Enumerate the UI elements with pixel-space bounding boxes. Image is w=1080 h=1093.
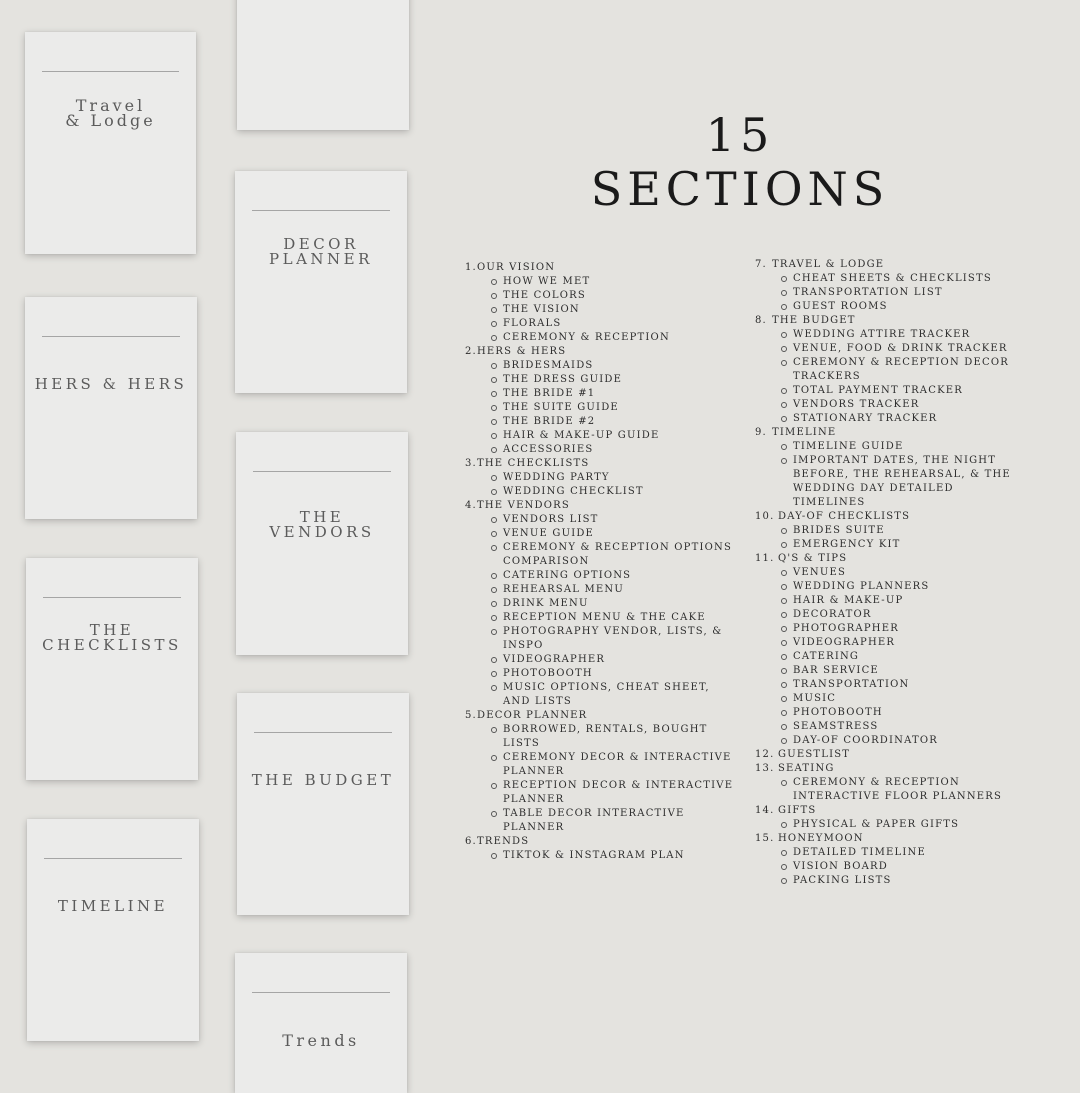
circle-bullet-icon <box>781 528 787 534</box>
card-rule <box>42 336 180 337</box>
subsection-item <box>465 611 737 625</box>
card-label: Travel & Lodge <box>65 96 156 130</box>
subsection-text: CEREMONY & RECEPTION DECOR TRACKERS <box>793 357 1009 382</box>
section-name: OUR VISION <box>477 262 556 273</box>
circle-bullet-icon <box>491 293 497 299</box>
subsection-text: PHOTOBOOTH <box>793 707 883 718</box>
subsection-item <box>465 807 737 835</box>
subsection-list <box>755 818 1030 832</box>
section-name: DAY-OF CHECKLISTS <box>778 511 911 522</box>
subsection-item <box>755 286 1030 300</box>
circle-bullet-icon <box>491 615 497 621</box>
circle-bullet-icon <box>781 598 787 604</box>
subsection-text: HAIR & MAKE-UP GUIDE <box>503 430 660 441</box>
subsection-text: PHOTOBOOTH <box>503 668 593 679</box>
card-timeline <box>27 819 199 1041</box>
subsection-text: VENUES <box>793 567 847 578</box>
subsection-item <box>755 580 1030 594</box>
subsection-item <box>755 594 1030 608</box>
section-title <box>465 709 737 723</box>
subsection-text: TOTAL PAYMENT TRACKER <box>793 385 963 396</box>
subsection-item <box>465 541 737 569</box>
circle-bullet-icon <box>781 458 787 464</box>
section-number: 8. <box>755 315 767 326</box>
section-title <box>465 457 737 471</box>
subsection-item <box>465 723 737 751</box>
card-travel-lodge <box>25 32 196 254</box>
subsection-item <box>755 566 1030 580</box>
subsection-text: WEDDING PLANNERS <box>793 581 930 592</box>
subsection-item <box>465 387 737 401</box>
subsection-item <box>465 625 737 653</box>
subsection-text: THE COLORS <box>503 290 586 301</box>
subsection-item <box>465 303 737 317</box>
subsection-text: ACCESSORIES <box>503 444 594 455</box>
section-title <box>465 261 737 275</box>
card-travel-lodge-top <box>237 0 409 130</box>
subsection-item <box>755 440 1030 454</box>
circle-bullet-icon <box>491 419 497 425</box>
section-name: TRAVEL & LODGE <box>772 259 885 270</box>
circle-bullet-icon <box>781 738 787 744</box>
subsection-item <box>755 272 1030 286</box>
card-label: TIMELINE <box>57 897 169 915</box>
card-label: HERS & HERS <box>34 375 188 393</box>
circle-bullet-icon <box>781 360 787 366</box>
toc-section <box>465 709 737 835</box>
subsection-item <box>465 275 737 289</box>
toc-column-right <box>755 258 1030 888</box>
section-title <box>465 835 737 849</box>
circle-bullet-icon <box>491 545 497 551</box>
subsection-text: CATERING OPTIONS <box>503 570 632 581</box>
subsection-item <box>755 860 1030 874</box>
section-number: 4. <box>465 500 477 511</box>
section-name: TRENDS <box>477 836 530 847</box>
circle-bullet-icon <box>781 444 787 450</box>
subsection-item <box>755 622 1030 636</box>
section-number: 2. <box>465 346 477 357</box>
subsection-text: PHOTOGRAPHY VENDOR, LISTS, & INSPO <box>503 626 723 651</box>
subsection-list <box>755 776 1030 804</box>
circle-bullet-icon <box>491 517 497 523</box>
circle-bullet-icon <box>781 626 787 632</box>
toc-section <box>755 552 1030 748</box>
card-label: THE BUDGET <box>251 771 395 789</box>
circle-bullet-icon <box>781 780 787 786</box>
circle-bullet-icon <box>491 755 497 761</box>
section-name: GUESTLIST <box>778 749 851 760</box>
subsection-item <box>755 776 1030 804</box>
subsection-item <box>755 678 1030 692</box>
card-label: THE CHECKLISTS <box>42 621 182 654</box>
circle-bullet-icon <box>781 584 787 590</box>
subsection-text: CEREMONY DECOR & INTERACTIVE PLANNER <box>503 752 732 777</box>
subsection-text: TABLE DECOR INTERACTIVE PLANNER <box>503 808 685 833</box>
circle-bullet-icon <box>491 657 497 663</box>
subsection-item <box>465 583 737 597</box>
section-number: 12. <box>755 749 775 760</box>
subsection-item <box>465 289 737 303</box>
circle-bullet-icon <box>781 724 787 730</box>
section-name: DECOR PLANNER <box>477 710 588 721</box>
subsection-text: DECORATOR <box>793 609 872 620</box>
circle-bullet-icon <box>491 629 497 635</box>
section-title <box>465 345 737 359</box>
subsection-text: MUSIC OPTIONS, CHEAT SHEET, AND LISTS <box>503 682 710 707</box>
subsection-text: THE SUITE GUIDE <box>503 402 619 413</box>
subsection-item <box>465 751 737 779</box>
subsection-text: EMERGENCY KIT <box>793 539 901 550</box>
circle-bullet-icon <box>491 321 497 327</box>
circle-bullet-icon <box>491 811 497 817</box>
circle-bullet-icon <box>781 696 787 702</box>
subsection-item <box>755 384 1030 398</box>
section-name: HONEYMOON <box>778 833 864 844</box>
subsection-item <box>755 636 1030 650</box>
circle-bullet-icon <box>491 685 497 691</box>
subsection-text: VIDEOGRAPHER <box>503 654 606 665</box>
section-title <box>755 314 1030 328</box>
subsection-list <box>755 272 1030 314</box>
section-number: 6. <box>465 836 477 847</box>
subsection-item <box>755 706 1030 720</box>
subsection-item <box>755 650 1030 664</box>
subsection-item <box>465 415 737 429</box>
subsection-item <box>465 569 737 583</box>
subsection-text: VIDEOGRAPHER <box>793 637 896 648</box>
subsection-list <box>755 566 1030 748</box>
subsection-item <box>465 331 737 345</box>
subsection-text: WEDDING CHECKLIST <box>503 486 644 497</box>
subsection-text: HOW WE MET <box>503 276 591 287</box>
subsection-item <box>465 317 737 331</box>
subsection-text: THE DRESS GUIDE <box>503 374 623 385</box>
subsection-text: CEREMONY & RECEPTION INTERACTIVE FLOOR PLANNERS <box>793 777 1003 802</box>
circle-bullet-icon <box>781 402 787 408</box>
subsection-item <box>465 681 737 709</box>
toc-section <box>755 258 1030 314</box>
card-checklists <box>26 558 198 780</box>
subsection-text: DAY-OF COORDINATOR <box>793 735 938 746</box>
toc-section <box>755 314 1030 426</box>
subsection-list <box>465 275 737 345</box>
subsection-list <box>755 440 1030 510</box>
subsection-list <box>465 849 737 863</box>
subsection-text: FLORALS <box>503 318 562 329</box>
subsection-text: DRINK MENU <box>503 598 589 609</box>
subsection-item <box>755 328 1030 342</box>
subsection-text: WEDDING PARTY <box>503 472 610 483</box>
circle-bullet-icon <box>491 433 497 439</box>
card-rule <box>252 992 390 993</box>
card-rule <box>44 858 182 859</box>
circle-bullet-icon <box>781 332 787 338</box>
subsection-item <box>755 398 1030 412</box>
section-name: THE BUDGET <box>772 315 856 326</box>
section-number: 3. <box>465 458 477 469</box>
subsection-item <box>755 524 1030 538</box>
toc-section <box>465 457 737 499</box>
section-number: 10. <box>755 511 775 522</box>
subsection-item <box>755 720 1030 734</box>
subsection-item <box>755 608 1030 622</box>
subsection-text: THE BRIDE #2 <box>503 416 596 427</box>
section-name: GIFTS <box>778 805 817 816</box>
section-title <box>755 258 1030 272</box>
circle-bullet-icon <box>491 671 497 677</box>
card-vendors <box>236 432 408 655</box>
circle-bullet-icon <box>781 822 787 828</box>
subsection-text: THE VISION <box>503 304 580 315</box>
circle-bullet-icon <box>491 573 497 579</box>
subsection-text: VENUE, FOOD & DRINK TRACKER <box>793 343 1008 354</box>
circle-bullet-icon <box>781 850 787 856</box>
circle-bullet-icon <box>781 346 787 352</box>
circle-bullet-icon <box>491 475 497 481</box>
subsection-list <box>465 723 737 835</box>
circle-bullet-icon <box>491 727 497 733</box>
subsection-text: TIKTOK & INSTAGRAM PLAN <box>503 850 685 861</box>
section-title <box>755 804 1030 818</box>
circle-bullet-icon <box>491 489 497 495</box>
subsection-text: REHEARSAL MENU <box>503 584 625 595</box>
subsection-text: BAR SERVICE <box>793 665 879 676</box>
subsection-item <box>465 373 737 387</box>
subsection-item <box>755 356 1030 384</box>
circle-bullet-icon <box>781 542 787 548</box>
toc-column-left <box>465 261 737 863</box>
circle-bullet-icon <box>491 531 497 537</box>
subsection-item <box>465 471 737 485</box>
subsection-text: BORROWED, RENTALS, BOUGHT LISTS <box>503 724 708 749</box>
card-label: DECOR PLANNER <box>269 235 373 268</box>
subsection-item <box>465 527 737 541</box>
subsection-text: PHYSICAL & PAPER GIFTS <box>793 819 960 830</box>
subsection-text: VENDORS LIST <box>503 514 599 525</box>
subsection-text: IMPORTANT DATES, THE NIGHT BEFORE, THE REHEARSAL, & THE WEDDING DAY DETAILED TIMELINES <box>793 455 1011 508</box>
subsection-text: HAIR & MAKE-UP <box>793 595 904 606</box>
subsection-item <box>755 846 1030 860</box>
section-number: 15. <box>755 833 775 844</box>
subsection-item <box>755 538 1030 552</box>
section-name: THE CHECKLISTS <box>477 458 590 469</box>
section-number: 7. <box>755 259 767 270</box>
section-number: 9. <box>755 427 767 438</box>
subsection-item <box>465 485 737 499</box>
subsection-text: CEREMONY & RECEPTION OPTIONS COMPARISON <box>503 542 733 567</box>
section-number: 14. <box>755 805 775 816</box>
circle-bullet-icon <box>781 416 787 422</box>
subsection-text: TRANSPORTATION LIST <box>793 287 943 298</box>
card-budget <box>237 693 409 915</box>
section-title <box>465 499 737 513</box>
circle-bullet-icon <box>491 853 497 859</box>
section-title <box>755 510 1030 524</box>
circle-bullet-icon <box>491 405 497 411</box>
subsection-item <box>465 849 737 863</box>
subsection-text: VENUE GUIDE <box>503 528 595 539</box>
toc-section <box>465 499 737 709</box>
card-rule <box>42 71 179 72</box>
circle-bullet-icon <box>491 335 497 341</box>
subsection-text: WEDDING ATTIRE TRACKER <box>793 329 971 340</box>
subsection-text: THE BRIDE #1 <box>503 388 596 399</box>
circle-bullet-icon <box>781 878 787 884</box>
section-name: HERS & HERS <box>477 346 567 357</box>
circle-bullet-icon <box>491 307 497 313</box>
subsection-text: DETAILED TIMELINE <box>793 847 926 858</box>
subsection-text: STATIONARY TRACKER <box>793 413 938 424</box>
toc-section <box>755 804 1030 832</box>
subsection-text: GUEST ROOMS <box>793 301 888 312</box>
circle-bullet-icon <box>781 668 787 674</box>
toc-section <box>755 762 1030 804</box>
subsection-text: CHEAT SHEETS & CHECKLISTS <box>793 273 992 284</box>
subsection-item <box>755 692 1030 706</box>
subsection-list <box>465 359 737 457</box>
section-name: TIMELINE <box>772 427 837 438</box>
section-name: SEATING <box>778 763 835 774</box>
subsection-list <box>465 513 737 709</box>
subsection-text: PACKING LISTS <box>793 875 892 886</box>
circle-bullet-icon <box>491 601 497 607</box>
subsection-text: VISION BOARD <box>793 861 889 872</box>
circle-bullet-icon <box>781 710 787 716</box>
section-title <box>755 762 1030 776</box>
circle-bullet-icon <box>781 290 787 296</box>
subsection-item <box>465 779 737 807</box>
subsection-item <box>755 454 1030 510</box>
circle-bullet-icon <box>781 304 787 310</box>
toc-section <box>465 835 737 863</box>
circle-bullet-icon <box>491 377 497 383</box>
circle-bullet-icon <box>781 612 787 618</box>
subsection-item <box>465 359 737 373</box>
section-number: 5. <box>465 710 477 721</box>
toc-section <box>755 426 1030 510</box>
section-number: 11. <box>755 553 775 564</box>
card-trends <box>235 953 407 1093</box>
subsection-item <box>755 342 1030 356</box>
subsection-text: BRIDESMAIDS <box>503 360 594 371</box>
subsection-item <box>465 429 737 443</box>
circle-bullet-icon <box>491 587 497 593</box>
subsection-text: CEREMONY & RECEPTION <box>503 332 670 343</box>
circle-bullet-icon <box>781 640 787 646</box>
card-rule <box>252 210 390 211</box>
subsection-item <box>465 597 737 611</box>
toc-section <box>465 261 737 345</box>
card-rule <box>43 597 181 598</box>
page-title: 15 SECTIONS <box>590 108 890 216</box>
section-number: 13. <box>755 763 775 774</box>
toc-section <box>755 832 1030 888</box>
circle-bullet-icon <box>491 447 497 453</box>
circle-bullet-icon <box>491 279 497 285</box>
card-rule <box>254 732 392 733</box>
subsection-text: VENDORS TRACKER <box>793 399 920 410</box>
toc-section <box>465 345 737 457</box>
subsection-item <box>465 401 737 415</box>
circle-bullet-icon <box>781 276 787 282</box>
circle-bullet-icon <box>781 682 787 688</box>
subsection-item <box>755 734 1030 748</box>
subsection-text: TIMELINE GUIDE <box>793 441 904 452</box>
subsection-list <box>465 471 737 499</box>
subsection-list <box>755 846 1030 888</box>
section-title <box>755 426 1030 440</box>
section-title <box>755 748 1030 762</box>
card-hers-hers <box>25 297 197 519</box>
subsection-item <box>465 667 737 681</box>
subsection-item <box>755 874 1030 888</box>
subsection-list <box>755 328 1030 426</box>
subsection-text: RECEPTION DECOR & INTERACTIVE PLANNER <box>503 780 734 805</box>
toc-section <box>755 510 1030 552</box>
card-rule <box>253 471 391 472</box>
section-name: THE VENDORS <box>477 500 570 511</box>
subsection-text: PHOTOGRAPHER <box>793 623 899 634</box>
subsection-item <box>755 664 1030 678</box>
subsection-item <box>465 513 737 527</box>
toc-section <box>755 748 1030 762</box>
subsection-list <box>755 524 1030 552</box>
subsection-item <box>465 443 737 457</box>
subsection-text: SEAMSTRESS <box>793 721 879 732</box>
subsection-text: TRANSPORTATION <box>793 679 910 690</box>
card-label: THE VENDORS <box>269 508 375 541</box>
card-label: Trends <box>282 1031 360 1050</box>
section-name: Q'S & TIPS <box>778 553 848 564</box>
circle-bullet-icon <box>781 388 787 394</box>
subsection-item <box>755 818 1030 832</box>
circle-bullet-icon <box>781 570 787 576</box>
subsection-text: CATERING <box>793 651 860 662</box>
section-title <box>755 832 1030 846</box>
section-title <box>755 552 1030 566</box>
circle-bullet-icon <box>491 783 497 789</box>
card-decor-planner <box>235 171 407 393</box>
circle-bullet-icon <box>491 391 497 397</box>
subsection-item <box>465 653 737 667</box>
subsection-text: RECEPTION MENU & THE CAKE <box>503 612 706 623</box>
section-number: 1. <box>465 262 477 273</box>
circle-bullet-icon <box>491 363 497 369</box>
circle-bullet-icon <box>781 864 787 870</box>
subsection-text: BRIDES SUITE <box>793 525 885 536</box>
subsection-item <box>755 412 1030 426</box>
subsection-text: MUSIC <box>793 693 837 704</box>
subsection-item <box>755 300 1030 314</box>
circle-bullet-icon <box>781 654 787 660</box>
